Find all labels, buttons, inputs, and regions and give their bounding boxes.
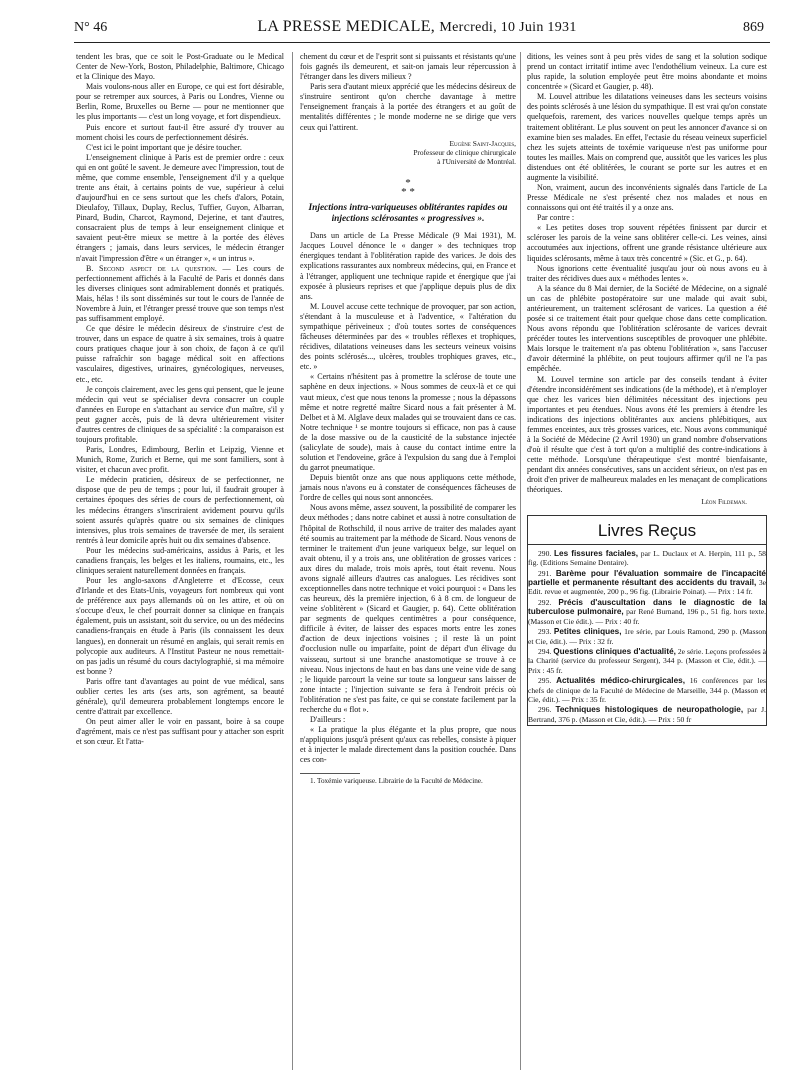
author-name: Eugène Saint-Jacques, (449, 138, 516, 148)
book-title: Précis d'auscultation dans le diagnostic de la tuberculose pulmonaire, (528, 597, 766, 617)
paragraph: Nous avons même, assez souvent, la possibilité de comparer les deux méthodes ; dans notre cabinet et aussi à notre consultation de l'hôpital de Rothschild, il nous arrive de traiter des malades ayant été soumis au traitement par la méthode de Sicard. Nous venons de terminer le traitement d'un jeune variqueux belge, sur lequel on avait obtenu, il y a trois ans, une oblitération de grosses varices : aux dires du malade, trois mois après, tout était revenu. Nous avons signalé ailleurs d'autres cas analogues. Les récidives sont exceptionnelles dans notre technique et voici pourquoi : « Dans les cas heureux, dès la première injection, 6 à 8 cm. de longueur de veine s'oblitèrent » (Sicard et Gaugier, p. 64). Cette oblitération par segments de quelques centimètres a pour conséquence, difficile à éviter, de laisser des espaces morts entre les zones d'action de deux injections voisines ; il reste là un point d'occlusion nulle ou imparfaite, point de départ d'un élivage du vaisseau, surtout si une branche anastomotique se trouve à ce niveau. Nous injectons de haut en bas dans une veine vide de sang ; le liquide parcourt la veine sur toute sa longueur sans laisser de zone intacte ; l'injection suivante se fera à l'endroit précis où l'oblitération ne s'est pas faite, ce qui se constate facilement par la recherche du « flot ». (300, 503, 516, 714)
paragraph: Pour les anglo-saxons d'Angleterre et d'Ecosse, ceux d'Irlande et des Etats-Unis, voyageurs fort nombreux qui vont de préférence aux pays allemands où on les attire, et où on s'occupe d'eux, le chef pourrait donner sa clinique en français également, puis un assistant, soit du service, ou un des médecins canadiens-français en étude à Paris (ils connaissent les deux langues), en donnerait un résumé en anglais, qui serait remis en polycopie aux auditeurs. A l'Institut Pasteur ne nous remettait-on pas jadis un résumé du cours dactylographié, si ma mémoire est bonne ? (76, 576, 284, 676)
paragraph: Ce que désire le médecin désireux de s'instruire c'est de trouver, dans un espace de quatre à six semaines, trois à quatre cours pratiques chaque jour à son choix, de façon à ce qu'il puisse rafraîchir son bagage médical soit en affections vasculaires, digestives, urinaires, gynécologiques, nerveuses, etc., etc. (76, 324, 284, 384)
paragraph: Dans un article de La Presse Médicale (9 Mai 1931), M. Jacques Louvel dénonce le « danger » des techniques trop énergiques tendant à l'oblitération rapide des varices. Je dois des explications rassurantes aux nombreux médecins, qui, en France et à l'étranger, appliquent une technique rapide et énergique que j'ai exposée à plusieurs reprises et que j'applique depuis plus de dix ans. (300, 231, 516, 301)
page-header (66, 18, 768, 40)
footnote: 1. Toxémie variqueuse. Librairie de la Faculté de Médecine. (310, 777, 483, 786)
masthead (66, 18, 768, 36)
book-entry (528, 676, 766, 704)
paragraph: Par contre : (537, 213, 575, 223)
book-number: 294. (538, 646, 552, 656)
book-number: 295. (538, 676, 552, 686)
section-heading: B. Second aspect de la question. (86, 263, 217, 273)
paragraph: « Les petites doses trop souvent répétées finissent par durcir et scléroser les parois de la veine sans oblitérer celle-ci. Les veines, ainsi accoutumées aux injections, offrent une grande résistance ultérieure aux liquides sclérosants, même à taux très concentré » (Sic. et G., p. 64). (527, 223, 767, 263)
separator-stars: * * (401, 185, 415, 198)
paragraph: L'enseignement clinique à Paris est de premier ordre : ceux qui en ont goûté le savent. Je demeure avec l'impression, tout de même, que comme ensemble, l'enseignement d'il y a quelque trente ans était, à certains points de vue, supérieur à celui d'aujourd'hui en ce sens surtout que les chefs d'alors, Potain, Dieulafoy, Tillaux, Duplay, Reclus, Tuffier, Guyon, Albarran, Pinard, Budin, Charcot, Raymond, Dejerine, et tant d'autres, consacraient plus de temps à leur enseignement clinique et savaient peut-être mieux se mettre à la portée des élèves étrangers ; jamais, dans leurs services, le médecin étranger n'avait l'impression d'être « un étranger », « un intrus ». (76, 152, 284, 263)
book-details: par René Burnand, 196 p., 51 fig. hors texte. (Masson et Cie édit.). — Prix : 40 fr. (528, 607, 766, 626)
column-2 (300, 52, 516, 786)
paragraph: M. Louvel termine son article par des conseils tendant à éviter d'étendre inconsidérément ses indications (de la méthode), et à n'employer que chez les varices bien délimitées nécessitant des injections peu importantes et peu étendues. Nous avons été les premiers à étendre les indications des injections oblitérantes aux anciens phlébitiques, aux femmes enceintes, aux très grosses varices, etc. Nous avons communiqué à la Société de Médecine (2 Avril 1930) un grand nombre d'observations d'où il résulte que c'est à tort qu'on a multiplié des contre-indications à cette méthode. Lorsqu'une thérapeutique s'est montré bienfaisante, pendant dix années consécutives, sans un accident sérieux, on n'est pas en droit d'en priver de malheureux malades en les menaçant de complications théoriques. (527, 374, 767, 495)
books-received-box (527, 515, 767, 726)
book-details: 1re série, par Louis Ramond, 290 p. (Masson et Cie, édit.). — Prix : 32 fr. (528, 627, 767, 646)
paragraph: A la séance du 8 Mai dernier, de la Société de Médecine, on a signalé un cas de phlébite postopératoire sur une malade qui avait subi, antérieurement, un traitement sclérosant de varices. La question a été posée si ce traitement était pour quelque chose dans cette complication. Nous avons répondu que l'oblitération sclérosante de varices devrait précéder toutes les interventions susceptibles de provoquer une phlébite. Mais lorsque le traitement n'a pas obtenu l'oblitération », sans l'accuser d'avoir déterminé la phlébite, on peut toujours affirmer qu'il ne l'a pas empêchée. (527, 283, 767, 374)
paragraph: Paris offre tant d'avantages au point de vue médical, sans oublier certes les arts (ses arts, son agrément, sa beauté générale), qu'il demeurera probablement longtemps encore le centre d'attrait par excellence. (76, 676, 284, 717)
book-title: Techniques histologiques de neuropathologie, (555, 705, 744, 715)
author-signature (300, 139, 516, 167)
book-title: Petites cliniques, (553, 627, 622, 637)
book-title: Actualités médico-chirurgicales, (556, 676, 685, 686)
column-1 (76, 52, 284, 747)
paragraph (76, 264, 284, 324)
book-entry (528, 598, 766, 626)
book-entry (528, 705, 766, 724)
paragraph: « Certains n'hésitent pas à promettre la sclérose de toute une saphène en deux injections. » Nous sommes de ceux-là et ce qui vaut mieux, c'est que nous tenons la promesse ; nous la dépassons même et notre regretté maître Sicard nous a fait présenter à M. Delbet et à M. Alglave deux malades qui se trouvaient dans ce cas. Notre technique ¹ se montre toujours si efficace, non pas à cause de la dose massive ou de la causticité de la substance injectée (salicylate de soude), mais à cause du contact intime entre la solution et l'endoveine, grâce à l'expulsion du sang due à l'emploi du garrot pneumatique. (300, 372, 516, 473)
book-details: 16 conférences par les chefs de clinique de la Faculté de Médecine de Marseille, 344 p. (Masson et Cie, édit.). — Prix : 35 fr. (528, 676, 766, 704)
book-entry (528, 569, 766, 597)
paragraph: Pour les médecins sud-américains, assidus à Paris, et les canadiens français, les belges et les italiens, roumains, etc., les cliniques seraient naturellement données en français. (76, 545, 284, 575)
header-rule (74, 42, 770, 43)
column-3 (527, 52, 767, 726)
book-details: 2e série. Leçons professées à la Charité (service du professeur Sergent), 344 p. (Masson et Cie, édit.). — Prix : 45 fr. (528, 646, 767, 675)
books-received-title: Livres Reçus (528, 520, 766, 545)
book-list (528, 549, 766, 724)
paragraph: D'ailleurs : (310, 715, 346, 724)
article-title: Injections intra-variqueuses oblitérantes rapides ou injections sclérosantes « progressives ». (308, 202, 508, 225)
author-affiliation: à l'Université de Montréal. (437, 157, 516, 167)
book-details: par J. Bertrand, 376 p. (Masson et Cie, édit.). — Prix : 50 fr (528, 705, 766, 724)
paragraph-text: — Les cours de perfectionnement affichés à la Faculté de Paris et donnés dans les diverses cliniques sont admirablement donnés et pratiqués. Mais, hélas ! ils sont disséminés sur tout le cours de l'année de Novembre à Juin, et l'étranger pressé trouve que son temps n'est pas suffisamment employé. (76, 263, 284, 324)
book-entry (528, 627, 766, 646)
page-number: 869 (743, 20, 764, 35)
book-title: Les fissures faciales, (554, 548, 639, 558)
book-number: 296. (538, 705, 552, 715)
paragraph: Puis encore et surtout faut-il être assuré d'y trouver au moment choisi les cours de perfectionnement désirés. (76, 122, 284, 142)
paragraph: C'est ici le point important que je désire toucher. (86, 142, 242, 152)
paragraph: ditions, les veines sont à peu près vides de sang et la solution sodique prend un contact irritatif intime avec l'endothélium veineux. La cure est plus rapide, la solution employée peut être moins abondante et moins concentrée » (Sicard et Gaugier, p. 48). (527, 52, 767, 92)
section-separator (300, 176, 516, 198)
paragraph: Nous ignorions cette éventualité jusqu'au jour où nous avons eu à traiter des récidives dues aux « méthodes lentes ». (527, 263, 767, 283)
paragraph: Le médecin praticien, désireux de se perfectionner, ne dispose que de peu de temps ; pour lui, il faudrait grouper à certaines époques des séries de cours de perfectionnement, où les médecins étrangers s'inscriraient avidement pourvu qu'ils soient assurés qu'après quatre ou six semaines de cliniques intensives, plus trois semaines de traversée de mer, ils seraient rentrés à leur domicile après huit ou dix semaines d'absence. (76, 475, 284, 545)
paragraph: Mais voulons-nous aller en Europe, ce qui est fort désirable, pour se retremper aux sources, à Paris ou Londres, Vienne ou Berlin, Rome, Bruxelles ou Berne — pour ne mentionner que les plus importants — c'est un long voyage, et fort dispendieux. (76, 82, 284, 122)
paragraph: Paris, Londres, Edimbourg, Berlin et Leipzig, Vienne et Munich, Rome, Zurich et Berne, qui me sont familiers, sont à visiter, et chacun avec profit. (76, 445, 284, 475)
footnote-rule (300, 773, 360, 774)
column-divider-1 (292, 52, 293, 1070)
journal-title: LA PRESSE MEDICALE, (257, 18, 436, 35)
paragraph: tendent les bras, que ce soit le Post-Graduate ou le Medical Center de New-York, Boston, Philadelphie, Baltimore, Chicago et la Clinique des Mayo. (76, 52, 284, 82)
author-role: Professeur de clinique chirurgicale (413, 148, 516, 158)
separator-star: * (405, 176, 411, 189)
book-details: par L. Duclaux et A. Herpin, 111 p., 58 fig. (Editions Semaine Dentaire). (528, 548, 766, 568)
book-entry (528, 647, 766, 675)
paragraph: M. Louvel accuse cette technique de provoquer, par son action, s'étendant à la musculeuse et à l'adventice, « l'altération du sympathique périveineux ; d'où toutes sortes de conséquences fâcheuses déterminées par des « troubles réflexes et trophiques, récidives, dilatations veineuses dans les secteurs veineux voisins des points sclérosés..., ulcères, troubles trophiques graves, etc., etc. » (300, 301, 516, 372)
book-details: 3e Edit. revue et augmentée, 200 p., 96 fig. (Librairie Poinat). — Prix : 14 fr. (528, 578, 766, 597)
paragraph: « La pratique la plus élégante et la plus propre, que nous n'appliquions jusqu'à présent qu'aux cas rebelles, consiste à piquer et à injecter le malade directement dans la position couchée. Dans ces con- (300, 725, 516, 765)
book-number: 292. (538, 597, 552, 607)
book-number: 291. (538, 568, 552, 578)
paragraph: Je conçois clairement, avec les gens qui pensent, que le jeune médecin qui veut se spécialiser devra consacrer un couple d'années en Europe en s'attachant au service d'un maître, s'il y peut gagner accès, puis de là devra ultérieurement visiter d'autres centres de cliniques de sa spécialité : la comparaison est toujours profitable. (76, 384, 284, 444)
book-number: 293. (538, 627, 552, 637)
issue-number: N° 46 (74, 20, 108, 35)
book-title: Questions cliniques d'actualité, (553, 646, 676, 656)
paragraph: chement du cœur et de l'esprit sont si puissants et résistants qu'une fois gagnés ils demeurent, et sait-on jamais leur répercussion à l'étranger dans les divers milieux ? (300, 52, 516, 82)
paragraph: Paris sera d'autant mieux apprécié que les médecins désireux de s'instruire sentiront qu'on cherche davantage à mettre l'enseignement français à la portée des étrangers et au goût de mentalités différentes ; le monde moderne ne se dirige que vers ceux qui l'attirent. (300, 82, 516, 132)
issue-date: Mercredi, 10 Juin 1931 (439, 20, 577, 35)
book-title: Barème pour l'évaluation sommaire de l'incapacité partielle et permanente résultant des accidents du travail, (528, 568, 766, 588)
paragraph: On peut aimer aller le voir en passant, boire à sa coupe d'agrément, mais ce n'est pas suffisant pour y attacher son esprit et son cœur. Et l'atta- (76, 717, 284, 747)
book-number: 290. (538, 548, 552, 558)
book-entry (528, 549, 766, 568)
paragraph: Non, vraiment, aucun des inconvénients signalés dans l'article de La Presse Médicale ne s'est présenté chez nos malades et nous en connaissons qui ont été traités il y a onze ans. (527, 183, 767, 213)
author-signature: Léon Fildeman. (701, 497, 747, 507)
column-divider-2 (520, 52, 521, 1070)
paragraph: M. Louvel attribue les dilatations veineuses dans les secteurs voisins des points sclérosés à une lésion du sympathique. Il est vrai qu'on constate quelquefois, rarement, des varices nouvelles quelque temps après un traitement oblitérant. Le plus souvent on peut les annoncer d'avance si on examine bien ses malades. En effet, l'ectasie du réseau veineux superficiel chez les sujets atteints de toxémie variqueuse n'est pas uniforme pour toutes les mailles. Mais on comprend que, aussitôt que les varices les plus distendues ont été oblitérées, le courant se porte sur les autres et en augmente la visibilité. (527, 92, 767, 182)
paragraph: Depuis bientôt onze ans que nous appliquons cette méthode, jamais nous n'avons eu à constater de conséquences fâcheuses de l'ordre de celles qui nous sont annoncées. (300, 473, 516, 503)
